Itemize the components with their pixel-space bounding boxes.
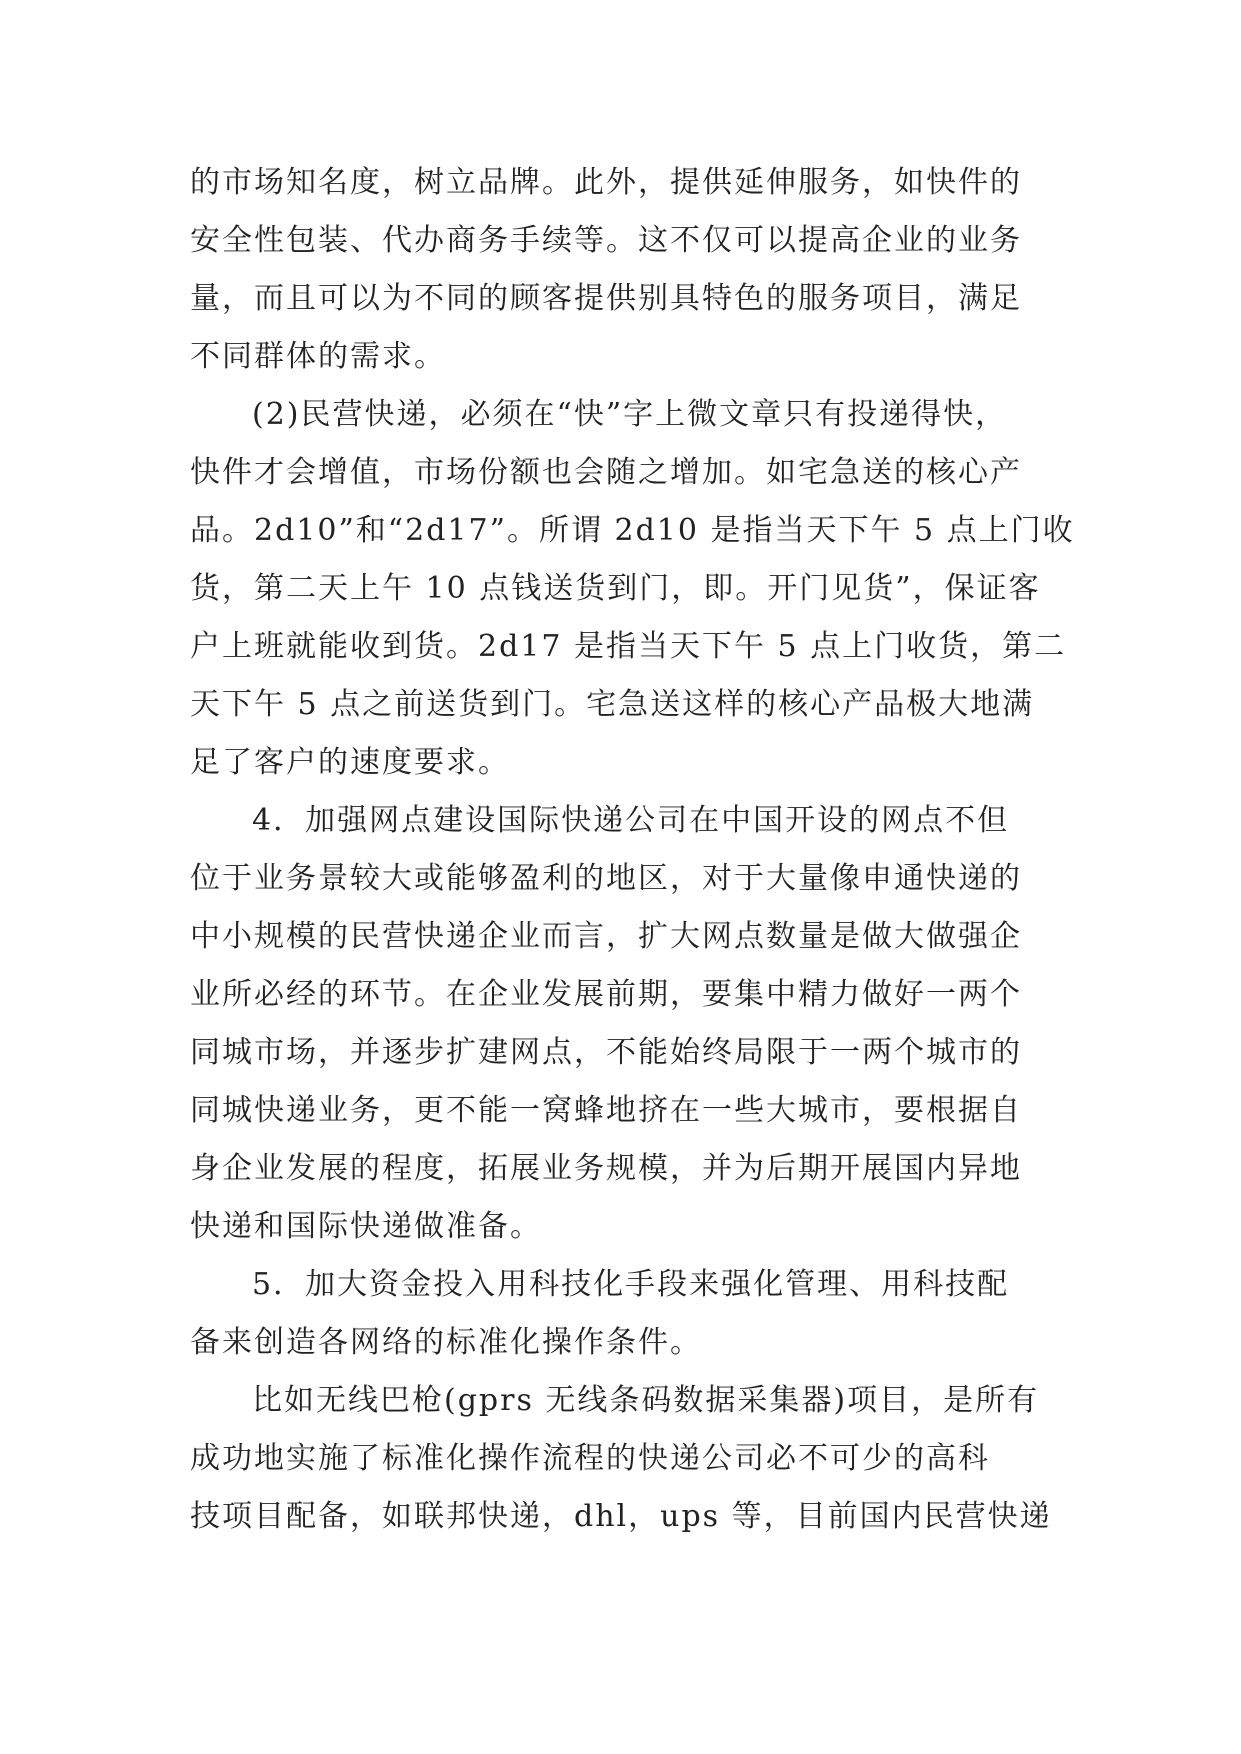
paragraph (190, 386, 1075, 792)
text-line: 快递和国际快递做准备。 (190, 1209, 542, 1244)
text-line: 5．加大资金投入用科技化手段来强化管理、用科技配 (252, 1267, 1010, 1302)
text-line: 足了客户的速度要求。 (190, 745, 510, 780)
text-line: 户上班就能收到货。2d17 是指当天下午 5 点上门收货，第二 (190, 629, 1067, 664)
text-line: 同城快递业务，更不能一窝蜂地挤在一些大城市，要根据自 (190, 1093, 1022, 1128)
text-line: 备来创造各网络的标准化操作条件。 (190, 1325, 702, 1360)
text-line: 的市场知名度，树立品牌。此外，提供延伸服务，如快件的 (190, 165, 1022, 200)
text-line: 量，而且可以为不同的顾客提供别具特色的服务项目，满足 (190, 281, 1022, 316)
text-line: 中小规模的民营快递企业而言，扩大网点数量是做大做强企 (190, 919, 1022, 954)
paragraph (190, 1372, 1050, 1546)
text-line: 快件才会增值，市场份额也会随之增加。如宅急送的核心产 (190, 455, 1022, 490)
text-line: 安全性包装、代办商务手续等。这不仅可以提高企业的业务 (190, 223, 1022, 258)
text-line: 品。2d10”和“2d17”。所谓 2d10 是指当天下午 5 点上门收 (190, 513, 1075, 548)
text-line: 业所必经的环节。在企业发展前期，要集中精力做好一两个 (190, 977, 1022, 1012)
document-body (190, 154, 1075, 1546)
text-line: 4．加强网点建设国际快递公司在中国开设的网点不但 (252, 803, 1010, 838)
paragraph (190, 792, 1050, 1256)
text-line: 身企业发展的程度，拓展业务规模，并为后期开展国内异地 (190, 1151, 1022, 1186)
text-line: 位于业务景较大或能够盈利的地区，对于大量像申通快递的 (190, 861, 1022, 896)
text-line: 天下午 5 点之前送货到门。宅急送这样的核心产品极大地满 (190, 687, 1035, 722)
text-line: 比如无线巴枪(gprs 无线条码数据采集器)项目，是所有 (252, 1383, 1040, 1418)
paragraph (190, 154, 1050, 386)
text-line: 不同群体的需求。 (190, 339, 446, 374)
text-line: 技项目配备，如联邦快递，dhl，ups 等，目前国内民营快递 (190, 1499, 1052, 1534)
text-line: 同城市场，并逐步扩建网点，不能始终局限于一两个城市的 (190, 1035, 1022, 1070)
text-line: 成功地实施了标准化操作流程的快递公司必不可少的高科 (190, 1441, 990, 1476)
paragraph (190, 1256, 1050, 1372)
text-line: 货，第二天上午 10 点钱送货到门，即。开门见货”，保证客 (190, 571, 1041, 606)
text-line: (2)民营快递，必须在“快”字上微文章只有投递得快， (252, 397, 1008, 432)
